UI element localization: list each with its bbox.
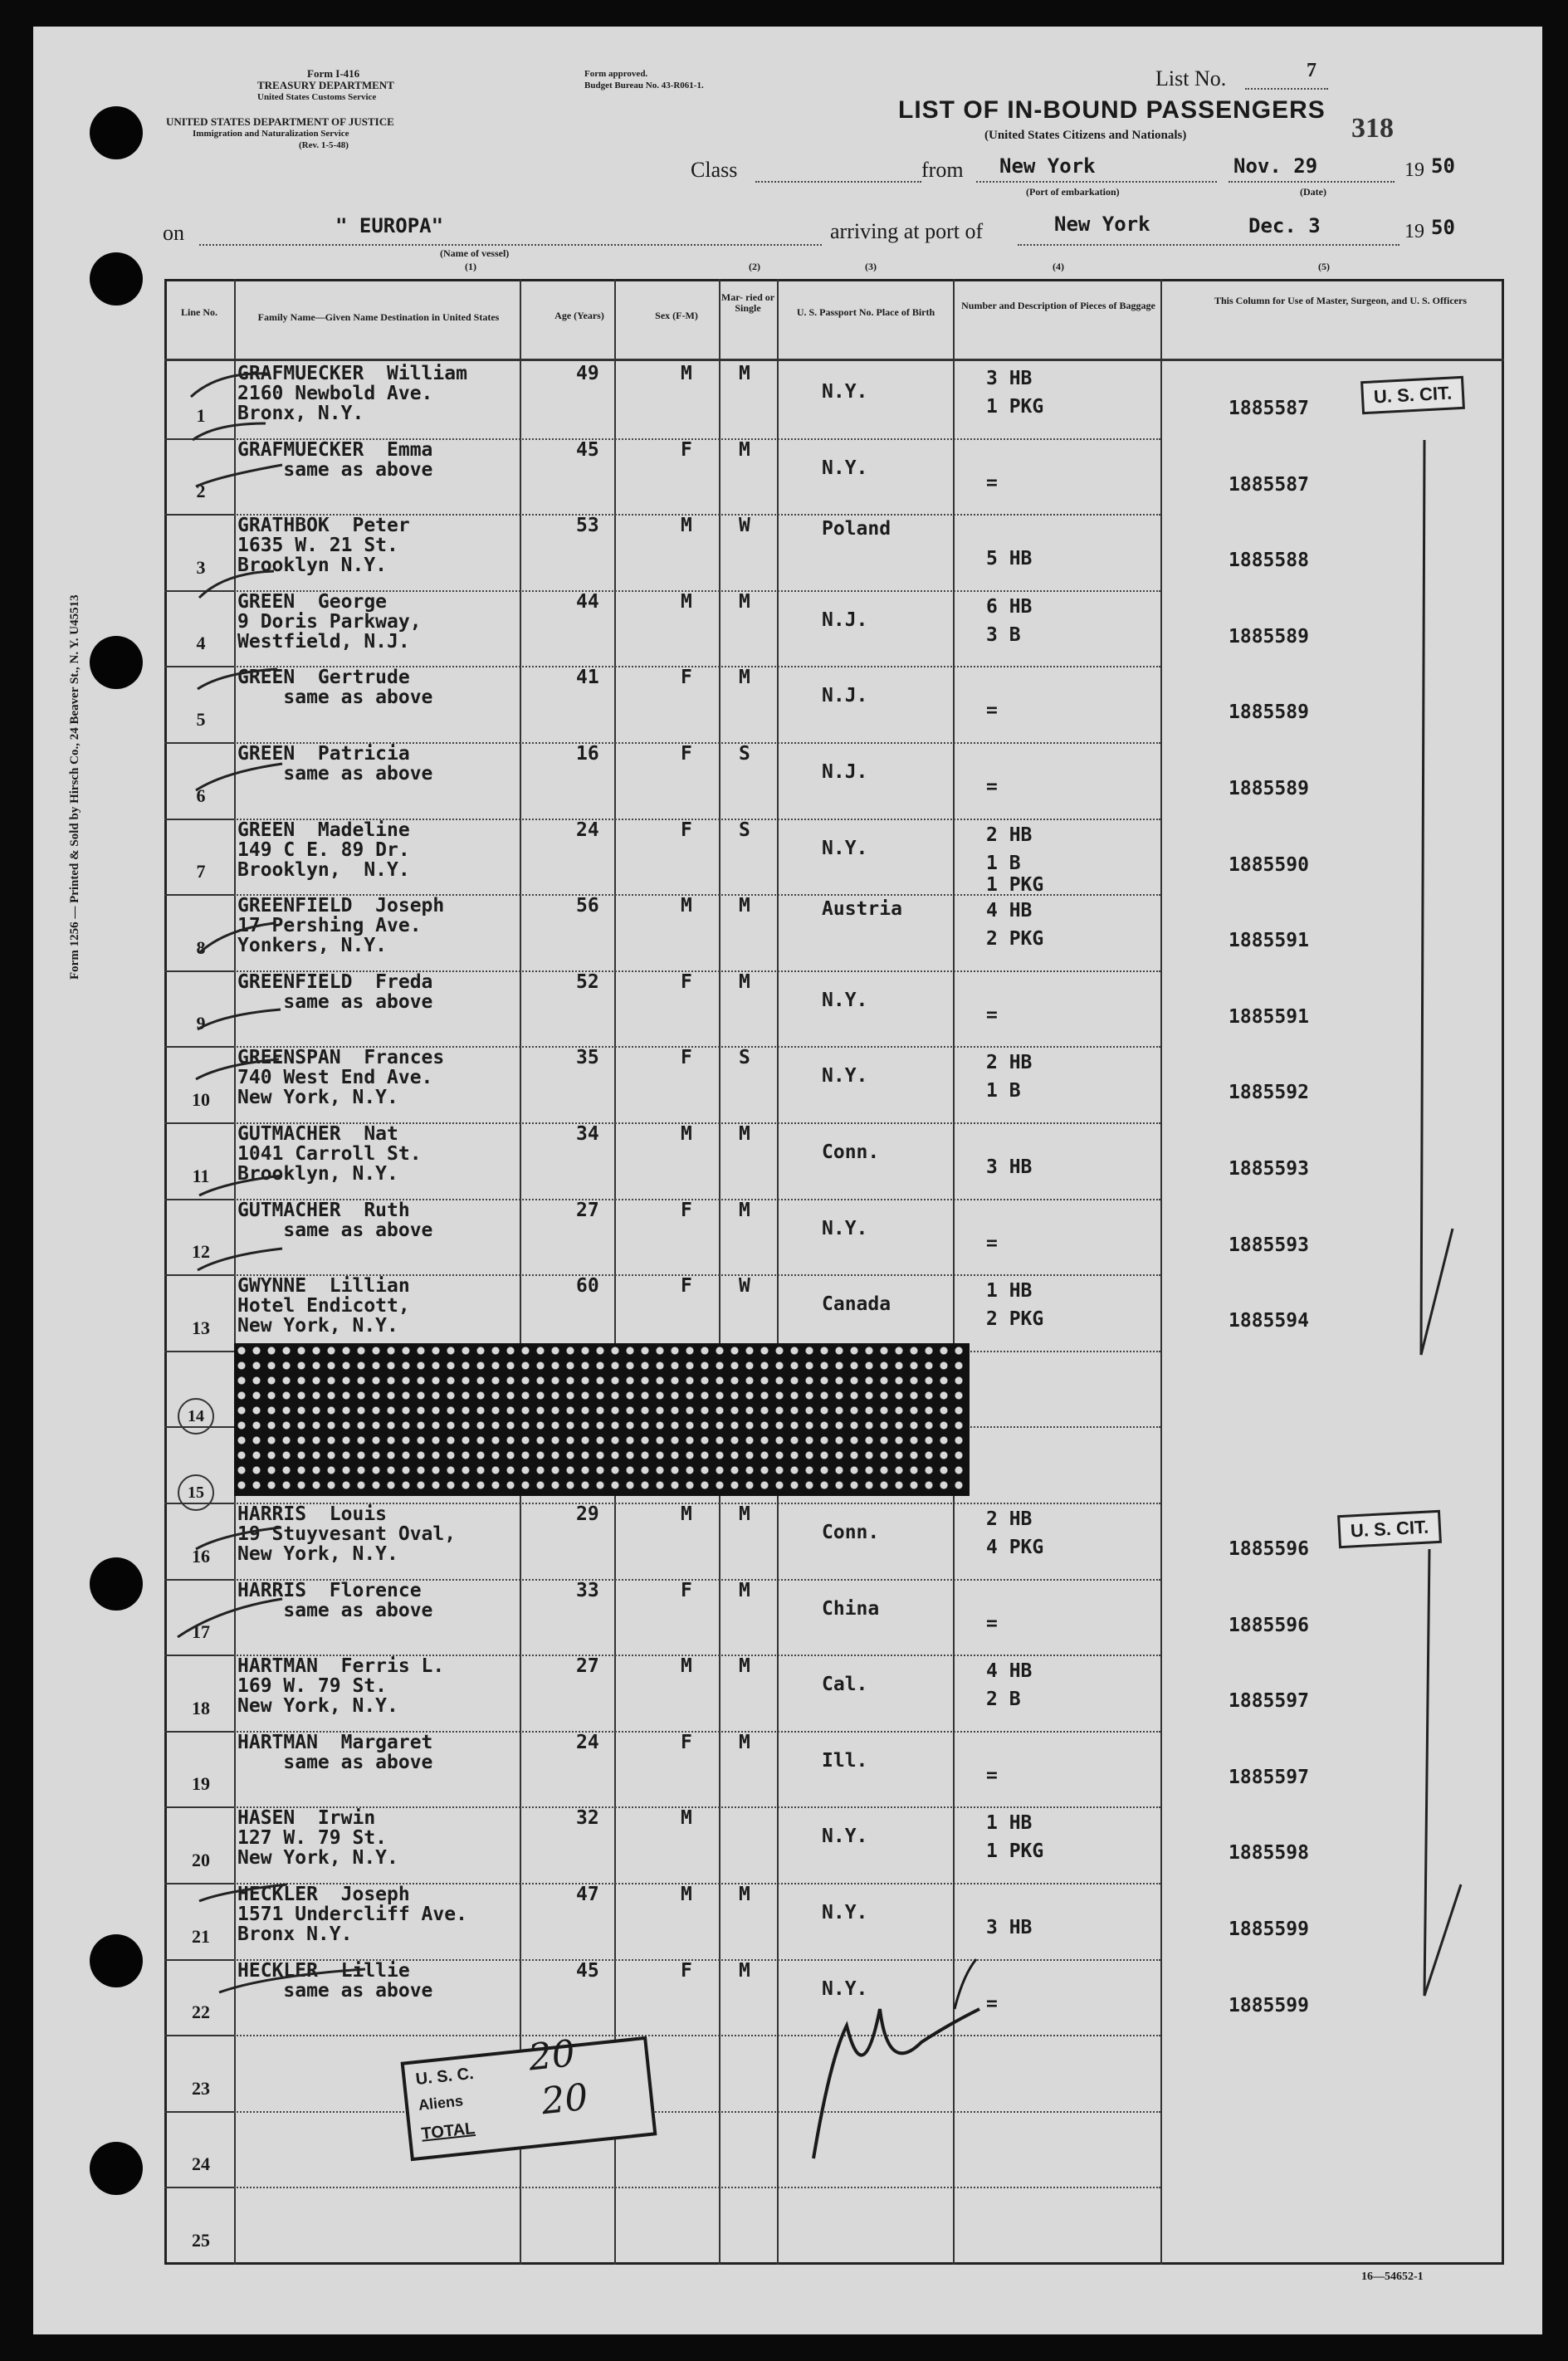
passenger-marital-status: M <box>739 1580 750 1601</box>
line-number: 4 <box>196 633 206 653</box>
list-no-label: List No. <box>1155 66 1227 90</box>
baggage-line: = <box>986 1993 998 2015</box>
baggage-line: 2 HB <box>986 824 1033 846</box>
passenger-sex: F <box>681 971 692 993</box>
passenger-age: 45 <box>576 439 599 461</box>
place-of-birth: N.Y. <box>822 1978 868 2000</box>
passenger-address: Brooklyn, N.Y. <box>237 859 410 881</box>
passenger-sex: F <box>681 439 692 461</box>
baggage-line: = <box>986 1233 998 1254</box>
baggage-line: = <box>986 472 998 494</box>
line-number: 24 <box>192 2153 210 2174</box>
baggage-line: 1 PKG <box>986 874 1044 896</box>
passenger-sex: F <box>681 819 692 841</box>
passenger-address: New York, N.Y. <box>237 1695 398 1717</box>
officer-reference-number: 1885588 <box>1229 550 1309 571</box>
passenger-name: GRATHBOK Peter <box>237 515 410 536</box>
col1-caption: (1) <box>465 261 476 272</box>
check-mark <box>198 1249 282 1270</box>
line-number: 6 <box>196 785 206 806</box>
arriving-label: arriving at port of <box>830 219 984 243</box>
passenger-name: GREEN Patricia <box>237 743 410 765</box>
line-number: 16 <box>192 1546 210 1567</box>
header-married: Mar- ried or Single <box>720 291 775 314</box>
officer-reference-number: 1885598 <box>1229 1842 1309 1864</box>
baggage-line: 2 PKG <box>986 928 1044 950</box>
form-title: LIST OF IN-BOUND PASSENGERS <box>898 96 1326 124</box>
officer-reference-number: 1885596 <box>1229 1538 1309 1560</box>
passenger-marital-status: M <box>739 1884 750 1905</box>
passenger-age: 53 <box>576 515 599 536</box>
line-number: 17 <box>192 1621 210 1642</box>
check-mark <box>199 571 274 598</box>
officer-reference-number: 1885592 <box>1229 1082 1309 1103</box>
revision: (Rev. 1-5-48) <box>299 140 349 150</box>
usc-count: 20 <box>526 2032 578 2080</box>
col3-caption: (3) <box>865 261 877 272</box>
passenger-age: 27 <box>576 1200 599 1221</box>
form-approved: Form approved. <box>584 69 648 79</box>
passenger-name: HECKLER Lillie <box>237 1960 410 1982</box>
passenger-address: same as above <box>237 1220 433 1241</box>
officer-reference-number: 1885597 <box>1229 1690 1309 1712</box>
place-of-birth: N.J. <box>822 685 868 706</box>
passenger-sex: M <box>681 363 692 384</box>
stamped-page-number: 318 <box>1351 113 1394 144</box>
check-mark <box>196 764 282 790</box>
baggage-line: 1 HB <box>986 1812 1033 1834</box>
passenger-address: Bronx N.Y. <box>237 1924 353 1945</box>
footer-code: 16—54652-1 <box>1361 2271 1424 2283</box>
passenger-marital-status: W <box>739 1275 750 1297</box>
passenger-sex: M <box>681 591 692 613</box>
passenger-name: GREEN George <box>237 591 388 613</box>
passenger-marital-status: S <box>739 819 750 841</box>
passenger-address: 149 C E. 89 Dr. <box>237 839 410 861</box>
place-of-birth: N.J. <box>822 761 868 783</box>
check-mark <box>193 423 266 440</box>
col4-caption: (4) <box>1053 261 1064 272</box>
passenger-age: 41 <box>576 667 599 688</box>
arrival-port: New York <box>1054 213 1150 236</box>
header-line-no: Line No. <box>180 306 217 318</box>
place-of-birth: N.Y. <box>822 457 868 479</box>
baggage-line: 1 B <box>986 1080 1021 1102</box>
line-number: 9 <box>196 1013 206 1034</box>
place-of-birth: N.Y. <box>822 1218 868 1239</box>
officer-reference-number: 1885589 <box>1229 626 1309 648</box>
year-prefix: 19 <box>1404 159 1424 181</box>
baggage-line: 1 B <box>986 853 1021 874</box>
baggage-line: = <box>986 1613 998 1635</box>
passenger-address: same as above <box>237 991 433 1013</box>
passenger-marital-status: S <box>739 743 750 765</box>
passenger-address: 1571 Undercliff Ave. <box>237 1904 467 1925</box>
embarkation-year: 50 <box>1431 154 1455 178</box>
tally-line <box>1421 440 1453 1355</box>
line-number: 25 <box>192 2230 210 2251</box>
passenger-sex: F <box>681 1200 692 1221</box>
place-of-birth: Conn. <box>822 1522 880 1543</box>
header-officers: This Column for Use of Master, Surgeon, and U. S. Officers <box>1214 295 1467 306</box>
passenger-address: Bronx, N.Y. <box>237 403 364 424</box>
passenger-marital-status: M <box>739 363 750 384</box>
line-number: 11 <box>192 1166 210 1186</box>
passenger-marital-status: M <box>739 1123 750 1145</box>
passenger-sex: F <box>681 1960 692 1982</box>
printer-imprint: Form 1256 — Printed & Sold by Hirsch Co., 24 Beaver St., N. Y. U45513 <box>68 594 81 980</box>
passenger-marital-status: S <box>739 1047 750 1068</box>
passenger-name: HARRIS Louis <box>237 1503 388 1525</box>
passenger-sex: M <box>681 1123 692 1145</box>
line-number: 5 <box>196 709 206 730</box>
officer-reference-number: 1885596 <box>1229 1615 1309 1636</box>
treasury-dept: TREASURY DEPARTMENT <box>257 79 394 91</box>
place-of-birth: Canada <box>822 1293 891 1315</box>
baggage-line: = <box>986 1765 998 1787</box>
baggage-line: 2 HB <box>986 1508 1033 1530</box>
line-number: 19 <box>192 1773 210 1794</box>
baggage-line: 3 HB <box>986 1156 1033 1178</box>
passenger-age: 56 <box>576 895 599 917</box>
check-mark <box>198 669 277 689</box>
officer-reference-number: 1885590 <box>1229 854 1309 876</box>
check-mark <box>196 1528 281 1549</box>
place-of-birth: N.Y. <box>822 1065 868 1087</box>
line-number: 3 <box>196 557 206 578</box>
customs-service: United States Customs Service <box>257 92 377 102</box>
passenger-name: GWYNNE Lillian <box>237 1275 410 1297</box>
budget-bureau: Budget Bureau No. 43-R061-1. <box>584 81 704 90</box>
passenger-address: 2160 Newbold Ave. <box>237 383 433 404</box>
officer-reference-number: 1885597 <box>1229 1767 1309 1788</box>
passenger-name: GREENFIELD Freda <box>237 971 433 993</box>
place-of-birth: Poland <box>822 518 891 540</box>
arrival-year: 50 <box>1431 216 1455 239</box>
officer-reference-number: 1885589 <box>1229 778 1309 799</box>
circled-line-14: 14 <box>178 1398 214 1435</box>
on-label: on <box>163 221 184 245</box>
passenger-address: same as above <box>237 459 433 481</box>
passenger-age: 24 <box>576 1732 599 1753</box>
total-label: TOTAL <box>420 2119 476 2143</box>
check-mark <box>219 1969 365 1992</box>
passenger-age: 33 <box>576 1580 599 1601</box>
officer-reference-number: 1885591 <box>1229 1006 1309 1028</box>
passenger-name: HARTMAN Ferris L. <box>237 1655 445 1677</box>
passenger-marital-status: M <box>739 439 750 461</box>
line-number: 21 <box>192 1926 210 1947</box>
passenger-marital-status: M <box>739 1655 750 1677</box>
passenger-age: 29 <box>576 1503 599 1525</box>
list-no-value: 7 <box>1307 60 1316 81</box>
passenger-marital-status: M <box>739 895 750 917</box>
from-label: from <box>921 158 964 182</box>
passenger-address: Yonkers, N.Y. <box>237 935 388 956</box>
place-of-birth: N.J. <box>822 609 868 631</box>
officer-reference-number: 1885587 <box>1229 398 1309 419</box>
officer-reference-number: 1885591 <box>1229 930 1309 951</box>
line-number: 22 <box>192 2002 210 2022</box>
place-of-birth: N.Y. <box>822 381 868 403</box>
passenger-age: 35 <box>576 1047 599 1068</box>
officer-reference-number: 1885599 <box>1229 1919 1309 1940</box>
passenger-address: 19 Stuyvesant Oval, <box>237 1523 457 1545</box>
passenger-sex: M <box>681 515 692 536</box>
baggage-line: 3 HB <box>986 368 1033 389</box>
vessel-name: " EUROPA" <box>335 214 444 237</box>
baggage-line: 2 PKG <box>986 1308 1044 1330</box>
passenger-marital-status: M <box>739 667 750 688</box>
passenger-age: 49 <box>576 363 599 384</box>
officer-reference-number: 1885587 <box>1229 474 1309 496</box>
passenger-address: 127 W. 79 St. <box>237 1827 388 1849</box>
header-baggage: Number and Description of Pieces of Baggage <box>961 300 1155 311</box>
header-name: Family Name—Given Name Destination in United States <box>257 311 500 323</box>
passenger-address: Westfield, N.J. <box>237 631 410 653</box>
place-of-birth: N.Y. <box>822 1826 868 1847</box>
passenger-age: 52 <box>576 971 599 993</box>
place-of-birth: Austria <box>822 898 902 920</box>
baggage-line: 3 B <box>986 624 1021 646</box>
passenger-address: New York, N.Y. <box>237 1847 398 1869</box>
date-caption: (Date) <box>1300 186 1326 198</box>
embarkation-date: Nov. 29 <box>1233 154 1318 178</box>
officer-reference-number: 1885593 <box>1229 1234 1309 1256</box>
baggage-line: 2 B <box>986 1689 1021 1710</box>
passenger-age: 45 <box>576 1960 599 1982</box>
passenger-name: HARRIS Florence <box>237 1580 422 1601</box>
line-number: 23 <box>192 2078 210 2099</box>
passenger-sex: F <box>681 1580 692 1601</box>
check-mark <box>191 374 267 397</box>
place-of-birth: N.Y. <box>822 990 868 1011</box>
ins-service: Immigration and Naturalization Service <box>193 129 349 139</box>
passenger-sex: M <box>681 1503 692 1525</box>
passenger-marital-status: M <box>739 1732 750 1753</box>
passenger-address: 169 W. 79 St. <box>237 1675 388 1697</box>
vessel-caption: (Name of vessel) <box>440 247 510 259</box>
col2-caption: (2) <box>749 261 760 272</box>
passenger-marital-status: M <box>739 1200 750 1221</box>
check-mark <box>199 1176 282 1195</box>
place-of-birth: Ill. <box>822 1750 868 1772</box>
passenger-age: 16 <box>576 743 599 765</box>
line-number: 12 <box>192 1241 210 1262</box>
baggage-line: 3 HB <box>986 1917 1033 1938</box>
passenger-age: 47 <box>576 1884 599 1905</box>
officer-reference-number: 1885589 <box>1229 701 1309 723</box>
baggage-line: 4 HB <box>986 1660 1033 1682</box>
place-of-birth: Conn. <box>822 1141 880 1163</box>
passenger-marital-status: M <box>739 1503 750 1525</box>
signature <box>955 1959 976 2009</box>
header-passport: U. S. Passport No. Place of Birth <box>796 306 935 318</box>
baggage-line: = <box>986 1005 998 1026</box>
passenger-name: GREENFIELD Joseph <box>237 895 445 917</box>
baggage-line: 6 HB <box>986 596 1033 618</box>
line-number: 13 <box>192 1317 210 1338</box>
passenger-age: 32 <box>576 1807 599 1829</box>
col5-caption: (5) <box>1318 261 1330 272</box>
baggage-line: = <box>986 776 998 798</box>
passenger-sex: F <box>681 1732 692 1753</box>
passenger-marital-status: M <box>739 1960 750 1982</box>
passenger-sex: M <box>681 1655 692 1677</box>
passenger-address: same as above <box>237 1980 433 2002</box>
embarkation-caption: (Port of embarkation) <box>1026 186 1120 198</box>
passenger-name: GREEN Gertrude <box>237 667 410 688</box>
passenger-sex: F <box>681 667 692 688</box>
circled-line-15: 15 <box>178 1474 214 1511</box>
passenger-address: same as above <box>237 1600 433 1621</box>
passenger-address: Brooklyn N.Y. <box>237 555 388 576</box>
passenger-sex: F <box>681 743 692 765</box>
line-number: 20 <box>192 1850 210 1870</box>
signature <box>813 2009 979 2158</box>
passenger-address: same as above <box>237 687 433 708</box>
line-number: 10 <box>192 1089 210 1110</box>
header-age: Age (Years) <box>554 310 604 321</box>
baggage-line: 1 PKG <box>986 396 1044 418</box>
check-mark <box>199 1884 287 1901</box>
justice-dept: UNITED STATES DEPARTMENT OF JUSTICE <box>166 115 394 128</box>
form-number: Form I-416 <box>307 67 360 80</box>
officer-reference-number: 1885593 <box>1229 1158 1309 1180</box>
passenger-address: 17 Pershing Ave. <box>237 915 422 936</box>
baggage-line: 2 HB <box>986 1052 1033 1073</box>
arrival-year-prefix: 19 <box>1404 221 1424 242</box>
check-mark <box>196 1059 279 1079</box>
place-of-birth: Cal. <box>822 1674 868 1695</box>
header-sex: Sex (F-M) <box>655 310 698 321</box>
line-number: 8 <box>196 937 206 958</box>
passenger-address: same as above <box>237 763 433 785</box>
baggage-line: = <box>986 700 998 721</box>
place-of-birth: N.Y. <box>822 838 868 859</box>
line-number: 2 <box>196 481 206 501</box>
usc-label: U. S. C. <box>414 2064 475 2090</box>
passenger-address: Brooklyn, N.Y. <box>237 1163 398 1185</box>
passenger-name: GUTMACHER Nat <box>237 1123 398 1145</box>
passenger-sex: F <box>681 1047 692 1068</box>
passenger-marital-status: W <box>739 515 750 536</box>
passenger-address: 9 Doris Parkway, <box>237 611 422 633</box>
passenger-name: HARTMAN Margaret <box>237 1732 433 1753</box>
passenger-age: 27 <box>576 1655 599 1677</box>
passenger-name: GRAFMUECKER Emma <box>237 439 433 461</box>
passenger-address: 1635 W. 21 St. <box>237 535 398 556</box>
baggage-line: 5 HB <box>986 548 1033 569</box>
baggage-line: 1 PKG <box>986 1840 1044 1862</box>
passenger-address: New York, N.Y. <box>237 1315 398 1337</box>
passenger-name: GREEN Madeline <box>237 819 410 841</box>
passenger-sex: M <box>681 1807 692 1829</box>
baggage-line: 4 PKG <box>986 1537 1044 1558</box>
aliens-label: Aliens <box>418 2092 464 2114</box>
passenger-age: 34 <box>576 1123 599 1145</box>
passenger-address: New York, N.Y. <box>237 1543 398 1565</box>
check-mark <box>196 465 282 486</box>
check-mark <box>199 923 274 953</box>
passenger-name: HASEN Irwin <box>237 1807 376 1829</box>
passenger-name: GREENSPAN Frances <box>237 1047 445 1068</box>
passenger-address: New York, N.Y. <box>237 1087 398 1108</box>
place-of-birth: China <box>822 1598 880 1620</box>
officer-reference-number: 1885599 <box>1229 1995 1309 2016</box>
passenger-marital-status: M <box>739 591 750 613</box>
passenger-age: 24 <box>576 819 599 841</box>
line-number: 18 <box>192 1698 210 1718</box>
passenger-address: 1041 Carroll St. <box>237 1143 422 1165</box>
line-number: 1 <box>196 405 206 426</box>
passenger-sex: M <box>681 895 692 917</box>
us-cit-stamp: U. S. CIT. <box>1337 1510 1442 1548</box>
total-count: 20 <box>539 2075 590 2124</box>
passenger-address: Hotel Endicott, <box>237 1295 410 1317</box>
class-label: Class <box>691 158 738 182</box>
passenger-name: HECKLER Joseph <box>237 1884 410 1905</box>
embarkation-port: New York <box>999 154 1096 178</box>
us-cit-stamp: U. S. CIT. <box>1360 376 1465 414</box>
passenger-marital-status: M <box>739 971 750 993</box>
baggage-line: 1 HB <box>986 1280 1033 1302</box>
passenger-age: 44 <box>576 591 599 613</box>
baggage-line: 4 HB <box>986 900 1033 921</box>
passenger-age: 60 <box>576 1275 599 1297</box>
passenger-address: 740 West End Ave. <box>237 1067 433 1088</box>
passenger-name: GUTMACHER Ruth <box>237 1200 410 1221</box>
check-mark <box>178 1599 282 1637</box>
arrival-date: Dec. 3 <box>1248 214 1321 237</box>
tally-line <box>1424 1549 1461 1996</box>
passenger-sex: F <box>681 1275 692 1297</box>
place-of-birth: N.Y. <box>822 1902 868 1924</box>
passenger-sex: M <box>681 1884 692 1905</box>
line-number: 7 <box>196 861 206 882</box>
check-mark <box>198 1009 281 1029</box>
officer-reference-number: 1885594 <box>1229 1310 1309 1332</box>
passenger-name: GRAFMUECKER William <box>237 363 467 384</box>
form-subtitle: (United States Citizens and Nationals) <box>984 129 1187 142</box>
passenger-address: same as above <box>237 1752 433 1773</box>
